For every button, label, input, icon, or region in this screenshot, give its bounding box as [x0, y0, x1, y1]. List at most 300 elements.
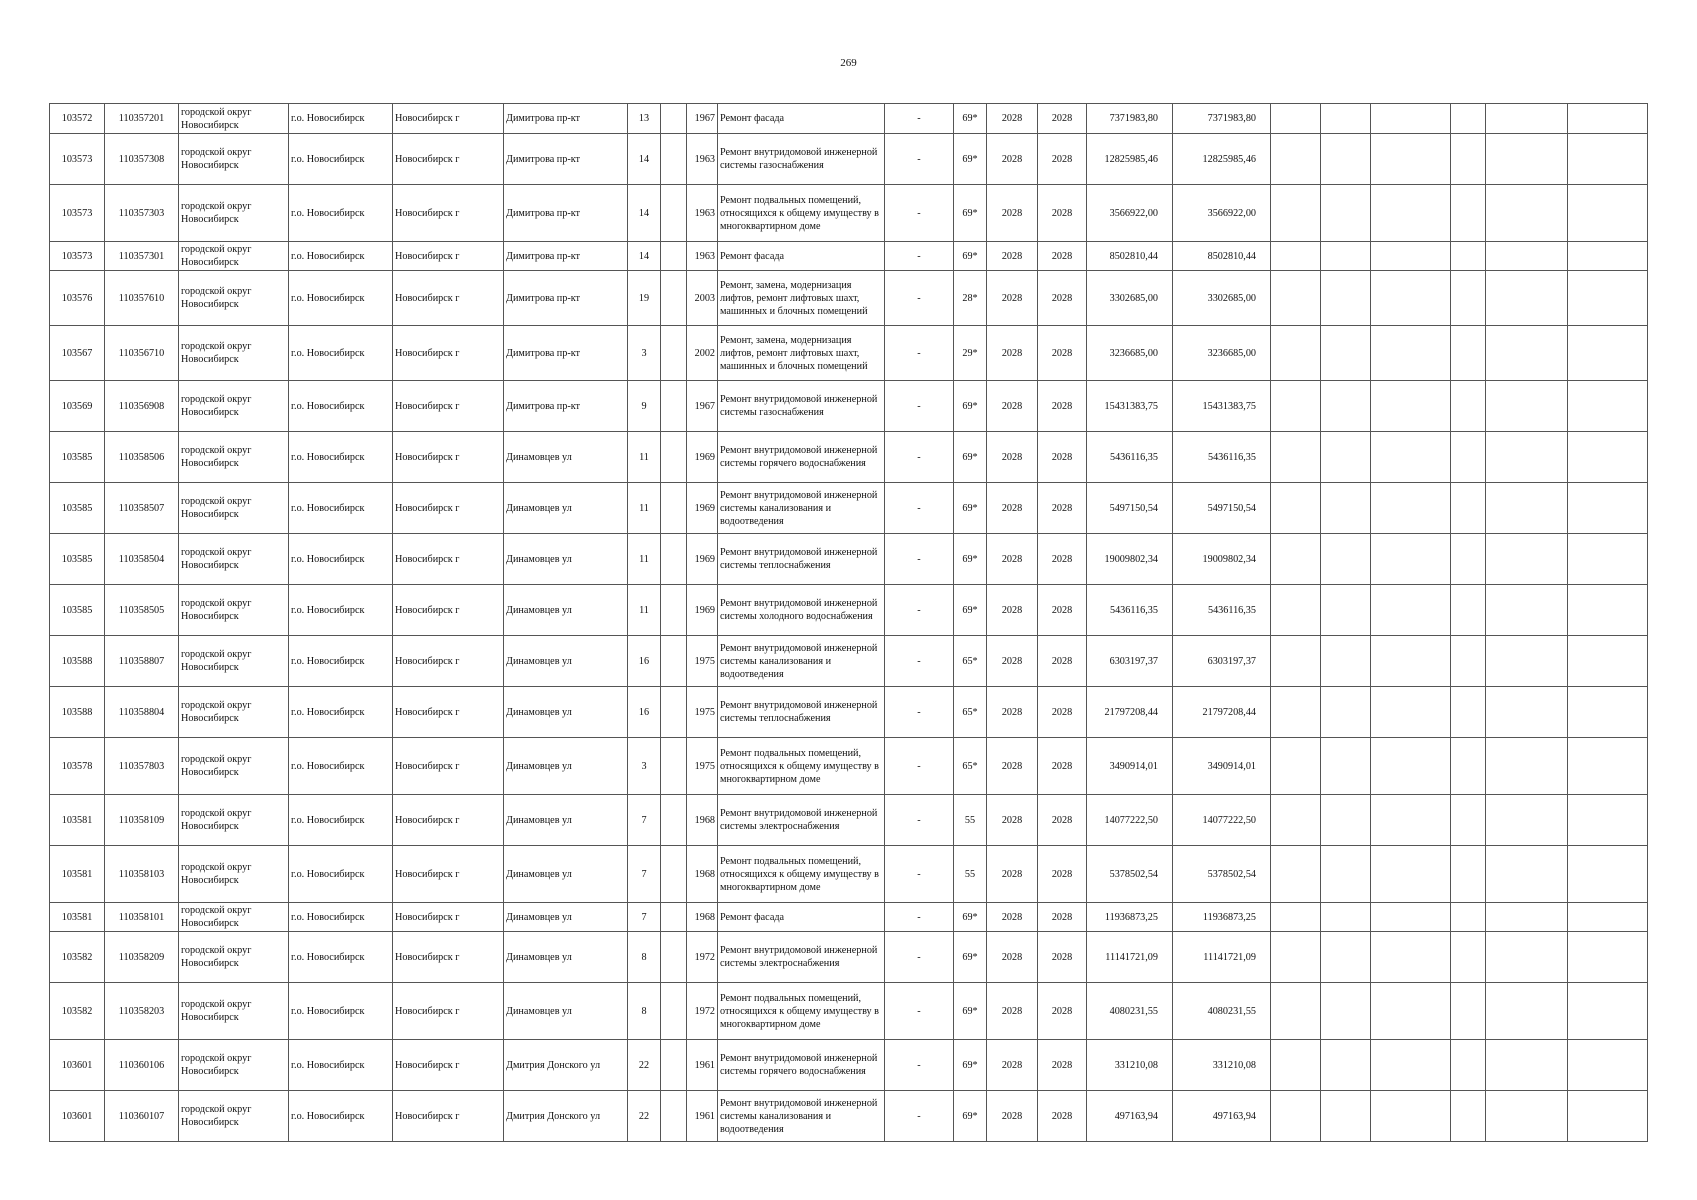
empty-cell	[1321, 134, 1371, 185]
work-type: Ремонт подвальных помещений, относящихся к общему имуществу в многоквартирном доме	[718, 738, 885, 795]
empty-cell	[1568, 585, 1648, 636]
total-cost: 15431383,75	[1173, 381, 1271, 432]
completion-year: 2028	[1038, 738, 1087, 795]
cost: 4080231,55	[1087, 983, 1173, 1040]
house-number: 11	[628, 534, 661, 585]
settlement: Новосибирск г	[393, 134, 504, 185]
completion-year: 2028	[1038, 381, 1087, 432]
settlement: Новосибирск г	[393, 795, 504, 846]
note: -	[885, 1040, 954, 1091]
total-cost: 12825985,46	[1173, 134, 1271, 185]
plan-year: 2028	[987, 1091, 1038, 1142]
record-id: 103578	[50, 738, 105, 795]
district: г.о. Новосибирск	[289, 687, 393, 738]
completion-year: 2028	[1038, 534, 1087, 585]
house-number: 9	[628, 381, 661, 432]
completion-year: 2028	[1038, 242, 1087, 271]
empty-cell	[1371, 1091, 1451, 1142]
empty-cell	[1451, 932, 1486, 983]
total-cost: 5378502,54	[1173, 846, 1271, 903]
plan-year: 2028	[987, 534, 1038, 585]
empty-cell	[1486, 534, 1568, 585]
empty-cell	[1271, 185, 1321, 242]
street: Дмитрия Донского ул	[504, 1040, 628, 1091]
empty-cell	[1371, 326, 1451, 381]
municipality: городской округ Новосибирск	[179, 1040, 289, 1091]
table-row	[50, 381, 1648, 432]
plan-year: 2028	[987, 687, 1038, 738]
table-row	[50, 585, 1648, 636]
district: г.о. Новосибирск	[289, 903, 393, 932]
cost: 7371983,80	[1087, 104, 1173, 134]
note: -	[885, 585, 954, 636]
table-row	[50, 795, 1648, 846]
empty-cell	[1451, 432, 1486, 483]
record-id: 103588	[50, 687, 105, 738]
empty-cell	[1486, 1040, 1568, 1091]
record-id: 103601	[50, 1040, 105, 1091]
house-number: 3	[628, 738, 661, 795]
work-type: Ремонт подвальных помещений, относящихся к общему имуществу в многоквартирном доме	[718, 846, 885, 903]
build-year: 1967	[687, 381, 718, 432]
settlement: Новосибирск г	[393, 585, 504, 636]
completion-year: 2028	[1038, 271, 1087, 326]
empty-cell	[1568, 687, 1648, 738]
empty-cell	[1451, 134, 1486, 185]
empty-cell	[1568, 846, 1648, 903]
build-year: 1972	[687, 983, 718, 1040]
empty-cell	[1568, 1040, 1648, 1091]
empty-cell	[1321, 104, 1371, 134]
work-code: 110358109	[105, 795, 179, 846]
municipality: городской округ Новосибирск	[179, 432, 289, 483]
building-number	[661, 534, 687, 585]
municipality: городской округ Новосибирск	[179, 242, 289, 271]
district: г.о. Новосибирск	[289, 795, 393, 846]
cost: 5497150,54	[1087, 483, 1173, 534]
work-type: Ремонт внутридомовой инженерной системы горячего водоснабжения	[718, 432, 885, 483]
note: -	[885, 932, 954, 983]
record-id: 103601	[50, 1091, 105, 1142]
wear-percent: 69*	[954, 1091, 987, 1142]
building-number	[661, 104, 687, 134]
build-year: 1975	[687, 636, 718, 687]
building-number	[661, 983, 687, 1040]
cost: 21797208,44	[1087, 687, 1173, 738]
street: Динамовцев ул	[504, 636, 628, 687]
empty-cell	[1568, 271, 1648, 326]
empty-cell	[1271, 585, 1321, 636]
empty-cell	[1486, 242, 1568, 271]
completion-year: 2028	[1038, 903, 1087, 932]
total-cost: 497163,94	[1173, 1091, 1271, 1142]
work-type: Ремонт, замена, модернизация лифтов, ремонт лифтовых шахт, машинных и блочных помещений	[718, 326, 885, 381]
district: г.о. Новосибирск	[289, 534, 393, 585]
settlement: Новосибирск г	[393, 636, 504, 687]
municipality: городской округ Новосибирск	[179, 636, 289, 687]
record-id: 103585	[50, 585, 105, 636]
settlement: Новосибирск г	[393, 687, 504, 738]
municipality: городской округ Новосибирск	[179, 381, 289, 432]
completion-year: 2028	[1038, 795, 1087, 846]
note: -	[885, 687, 954, 738]
empty-cell	[1451, 483, 1486, 534]
build-year: 1972	[687, 932, 718, 983]
note: -	[885, 636, 954, 687]
work-type: Ремонт внутридомовой инженерной системы канализования и водоотведения	[718, 636, 885, 687]
note: -	[885, 983, 954, 1040]
cost: 11141721,09	[1087, 932, 1173, 983]
empty-cell	[1568, 483, 1648, 534]
empty-cell	[1568, 1091, 1648, 1142]
district: г.о. Новосибирск	[289, 104, 393, 134]
plan-year: 2028	[987, 1040, 1038, 1091]
street: Динамовцев ул	[504, 846, 628, 903]
build-year: 1963	[687, 185, 718, 242]
completion-year: 2028	[1038, 104, 1087, 134]
settlement: Новосибирск г	[393, 185, 504, 242]
build-year: 1967	[687, 104, 718, 134]
completion-year: 2028	[1038, 687, 1087, 738]
table-row	[50, 1040, 1648, 1091]
empty-cell	[1271, 738, 1321, 795]
municipality: городской округ Новосибирск	[179, 846, 289, 903]
record-id: 103581	[50, 903, 105, 932]
settlement: Новосибирск г	[393, 534, 504, 585]
table-row	[50, 134, 1648, 185]
note: -	[885, 1091, 954, 1142]
empty-cell	[1271, 1091, 1321, 1142]
settlement: Новосибирск г	[393, 932, 504, 983]
note: -	[885, 483, 954, 534]
municipality: городской округ Новосибирск	[179, 738, 289, 795]
work-code: 110356710	[105, 326, 179, 381]
empty-cell	[1568, 983, 1648, 1040]
empty-cell	[1321, 585, 1371, 636]
table-row	[50, 432, 1648, 483]
empty-cell	[1321, 903, 1371, 932]
municipality: городской округ Новосибирск	[179, 983, 289, 1040]
empty-cell	[1568, 326, 1648, 381]
work-type: Ремонт фасада	[718, 104, 885, 134]
street: Динамовцев ул	[504, 534, 628, 585]
record-id: 103582	[50, 932, 105, 983]
empty-cell	[1371, 483, 1451, 534]
district: г.о. Новосибирск	[289, 1091, 393, 1142]
table-row	[50, 326, 1648, 381]
empty-cell	[1568, 636, 1648, 687]
municipality: городской округ Новосибирск	[179, 185, 289, 242]
empty-cell	[1451, 185, 1486, 242]
plan-year: 2028	[987, 134, 1038, 185]
empty-cell	[1371, 795, 1451, 846]
work-code: 110358804	[105, 687, 179, 738]
plan-year: 2028	[987, 185, 1038, 242]
total-cost: 5436116,35	[1173, 585, 1271, 636]
wear-percent: 65*	[954, 687, 987, 738]
wear-percent: 28*	[954, 271, 987, 326]
district: г.о. Новосибирск	[289, 242, 393, 271]
empty-cell	[1486, 846, 1568, 903]
building-number	[661, 636, 687, 687]
table-row	[50, 846, 1648, 903]
work-type: Ремонт фасада	[718, 903, 885, 932]
building-number	[661, 585, 687, 636]
empty-cell	[1271, 134, 1321, 185]
plan-year: 2028	[987, 381, 1038, 432]
house-number: 22	[628, 1040, 661, 1091]
cost: 5436116,35	[1087, 585, 1173, 636]
empty-cell	[1271, 381, 1321, 432]
work-code: 110360107	[105, 1091, 179, 1142]
total-cost: 3236685,00	[1173, 326, 1271, 381]
table-row	[50, 636, 1648, 687]
empty-cell	[1568, 104, 1648, 134]
cost: 3302685,00	[1087, 271, 1173, 326]
wear-percent: 69*	[954, 134, 987, 185]
completion-year: 2028	[1038, 585, 1087, 636]
empty-cell	[1486, 381, 1568, 432]
house-number: 13	[628, 104, 661, 134]
empty-cell	[1321, 432, 1371, 483]
work-type: Ремонт внутридомовой инженерной системы теплоснабжения	[718, 687, 885, 738]
settlement: Новосибирск г	[393, 1091, 504, 1142]
note: -	[885, 846, 954, 903]
empty-cell	[1486, 432, 1568, 483]
plan-year: 2028	[987, 738, 1038, 795]
empty-cell	[1321, 983, 1371, 1040]
total-cost: 331210,08	[1173, 1040, 1271, 1091]
district: г.о. Новосибирск	[289, 326, 393, 381]
building-number	[661, 326, 687, 381]
record-id: 103588	[50, 636, 105, 687]
empty-cell	[1321, 483, 1371, 534]
work-code: 110358507	[105, 483, 179, 534]
empty-cell	[1371, 687, 1451, 738]
build-year: 1963	[687, 134, 718, 185]
house-number: 22	[628, 1091, 661, 1142]
table-row	[50, 185, 1648, 242]
empty-cell	[1371, 846, 1451, 903]
street: Димитрова пр-кт	[504, 104, 628, 134]
note: -	[885, 738, 954, 795]
district: г.о. Новосибирск	[289, 846, 393, 903]
plan-year: 2028	[987, 585, 1038, 636]
building-number	[661, 738, 687, 795]
total-cost: 6303197,37	[1173, 636, 1271, 687]
district: г.о. Новосибирск	[289, 932, 393, 983]
empty-cell	[1568, 432, 1648, 483]
empty-cell	[1321, 1091, 1371, 1142]
wear-percent: 69*	[954, 242, 987, 271]
settlement: Новосибирск г	[393, 326, 504, 381]
building-number	[661, 795, 687, 846]
municipality: городской округ Новосибирск	[179, 134, 289, 185]
plan-year: 2028	[987, 326, 1038, 381]
table-row	[50, 483, 1648, 534]
wear-percent: 69*	[954, 534, 987, 585]
total-cost: 3302685,00	[1173, 271, 1271, 326]
building-number	[661, 846, 687, 903]
empty-cell	[1486, 185, 1568, 242]
plan-year: 2028	[987, 846, 1038, 903]
empty-cell	[1321, 738, 1371, 795]
street: Динамовцев ул	[504, 795, 628, 846]
empty-cell	[1371, 381, 1451, 432]
empty-cell	[1371, 932, 1451, 983]
empty-cell	[1271, 636, 1321, 687]
wear-percent: 69*	[954, 983, 987, 1040]
cost: 14077222,50	[1087, 795, 1173, 846]
district: г.о. Новосибирск	[289, 983, 393, 1040]
empty-cell	[1568, 932, 1648, 983]
empty-cell	[1321, 326, 1371, 381]
completion-year: 2028	[1038, 185, 1087, 242]
street: Динамовцев ул	[504, 983, 628, 1040]
note: -	[885, 795, 954, 846]
work-type: Ремонт подвальных помещений, относящихся к общему имуществу в многоквартирном доме	[718, 185, 885, 242]
plan-year: 2028	[987, 271, 1038, 326]
work-type: Ремонт внутридомовой инженерной системы теплоснабжения	[718, 534, 885, 585]
street: Динамовцев ул	[504, 585, 628, 636]
work-type: Ремонт внутридомовой инженерной системы газоснабжения	[718, 134, 885, 185]
plan-year: 2028	[987, 983, 1038, 1040]
completion-year: 2028	[1038, 636, 1087, 687]
empty-cell	[1271, 687, 1321, 738]
cost: 8502810,44	[1087, 242, 1173, 271]
empty-cell	[1486, 1091, 1568, 1142]
municipality: городской округ Новосибирск	[179, 932, 289, 983]
table-row	[50, 242, 1648, 271]
empty-cell	[1271, 432, 1321, 483]
note: -	[885, 104, 954, 134]
total-cost: 19009802,34	[1173, 534, 1271, 585]
street: Динамовцев ул	[504, 432, 628, 483]
work-type: Ремонт фасада	[718, 242, 885, 271]
district: г.о. Новосибирск	[289, 185, 393, 242]
cost: 3566922,00	[1087, 185, 1173, 242]
record-id: 103581	[50, 795, 105, 846]
wear-percent: 29*	[954, 326, 987, 381]
empty-cell	[1451, 585, 1486, 636]
street: Дмитрия Донского ул	[504, 1091, 628, 1142]
empty-cell	[1486, 483, 1568, 534]
empty-cell	[1451, 795, 1486, 846]
empty-cell	[1271, 903, 1321, 932]
house-number: 11	[628, 585, 661, 636]
work-code: 110358505	[105, 585, 179, 636]
cost: 5436116,35	[1087, 432, 1173, 483]
empty-cell	[1371, 1040, 1451, 1091]
district: г.о. Новосибирск	[289, 585, 393, 636]
wear-percent: 55	[954, 795, 987, 846]
street: Динамовцев ул	[504, 738, 628, 795]
house-number: 16	[628, 636, 661, 687]
cost: 19009802,34	[1087, 534, 1173, 585]
settlement: Новосибирск г	[393, 271, 504, 326]
empty-cell	[1451, 636, 1486, 687]
empty-cell	[1371, 242, 1451, 271]
build-year: 1969	[687, 432, 718, 483]
build-year: 1961	[687, 1091, 718, 1142]
table-row	[50, 738, 1648, 795]
building-number	[661, 687, 687, 738]
house-number: 7	[628, 903, 661, 932]
wear-percent: 65*	[954, 636, 987, 687]
work-code: 110357610	[105, 271, 179, 326]
district: г.о. Новосибирск	[289, 636, 393, 687]
house-number: 8	[628, 932, 661, 983]
plan-year: 2028	[987, 242, 1038, 271]
build-year: 1975	[687, 687, 718, 738]
build-year: 1963	[687, 242, 718, 271]
work-code: 110357303	[105, 185, 179, 242]
table-row	[50, 687, 1648, 738]
completion-year: 2028	[1038, 932, 1087, 983]
empty-cell	[1321, 687, 1371, 738]
empty-cell	[1271, 104, 1321, 134]
record-id: 103569	[50, 381, 105, 432]
empty-cell	[1451, 903, 1486, 932]
build-year: 1968	[687, 795, 718, 846]
work-code: 110358101	[105, 903, 179, 932]
record-id: 103573	[50, 242, 105, 271]
district: г.о. Новосибирск	[289, 381, 393, 432]
empty-cell	[1321, 795, 1371, 846]
building-number	[661, 185, 687, 242]
total-cost: 5497150,54	[1173, 483, 1271, 534]
record-id: 103585	[50, 432, 105, 483]
total-cost: 14077222,50	[1173, 795, 1271, 846]
municipality: городской округ Новосибирск	[179, 795, 289, 846]
work-code: 110358506	[105, 432, 179, 483]
empty-cell	[1451, 983, 1486, 1040]
empty-cell	[1371, 534, 1451, 585]
empty-cell	[1568, 242, 1648, 271]
build-year: 1968	[687, 846, 718, 903]
building-number	[661, 134, 687, 185]
house-number: 7	[628, 795, 661, 846]
completion-year: 2028	[1038, 1091, 1087, 1142]
street: Динамовцев ул	[504, 687, 628, 738]
empty-cell	[1321, 185, 1371, 242]
work-type: Ремонт внутридомовой инженерной системы канализования и водоотведения	[718, 483, 885, 534]
completion-year: 2028	[1038, 432, 1087, 483]
plan-year: 2028	[987, 104, 1038, 134]
district: г.о. Новосибирск	[289, 134, 393, 185]
total-cost: 4080231,55	[1173, 983, 1271, 1040]
empty-cell	[1321, 636, 1371, 687]
table-row	[50, 104, 1648, 134]
note: -	[885, 432, 954, 483]
build-year: 2002	[687, 326, 718, 381]
empty-cell	[1451, 1091, 1486, 1142]
municipality: городской округ Новосибирск	[179, 585, 289, 636]
wear-percent: 69*	[954, 185, 987, 242]
build-year: 1975	[687, 738, 718, 795]
plan-year: 2028	[987, 432, 1038, 483]
settlement: Новосибирск г	[393, 104, 504, 134]
municipality: городской округ Новосибирск	[179, 687, 289, 738]
cost: 6303197,37	[1087, 636, 1173, 687]
empty-cell	[1486, 687, 1568, 738]
capital-repair-table	[49, 103, 1648, 1142]
empty-cell	[1486, 903, 1568, 932]
street: Динамовцев ул	[504, 932, 628, 983]
district: г.о. Новосибирск	[289, 738, 393, 795]
building-number	[661, 1091, 687, 1142]
note: -	[885, 326, 954, 381]
